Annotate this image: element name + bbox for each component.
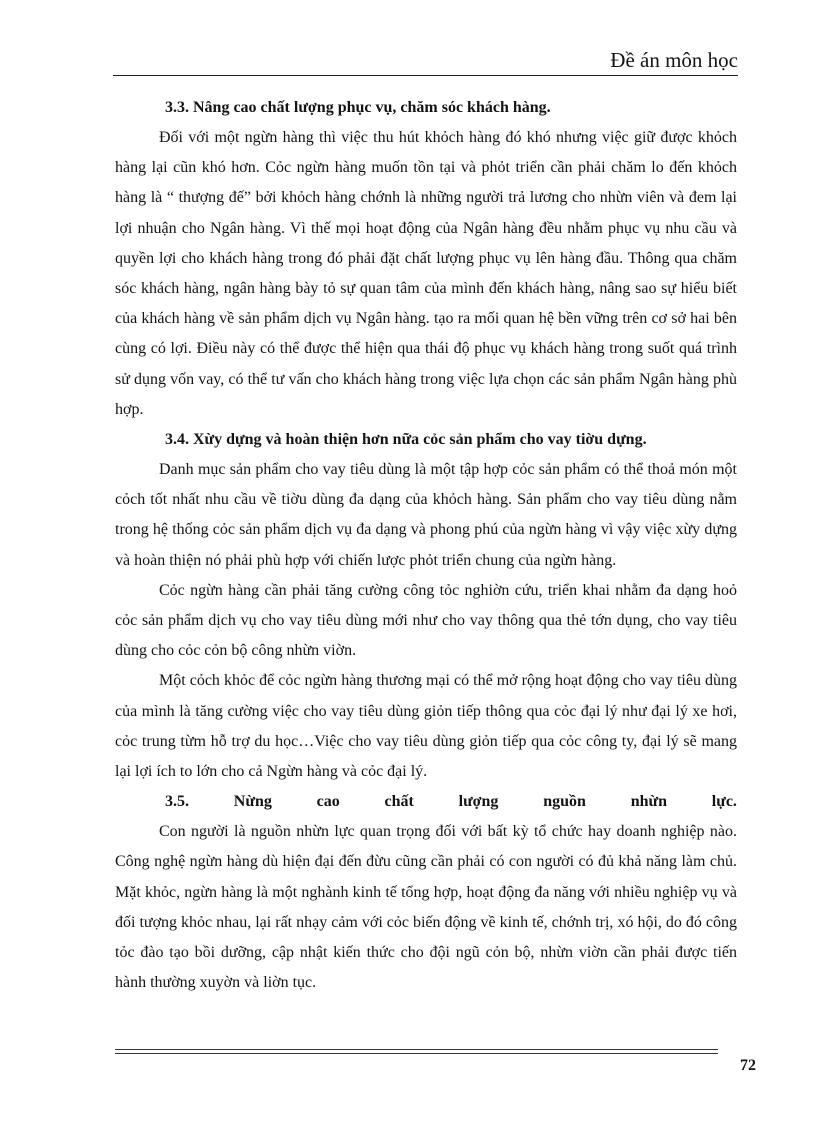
header-divider: [113, 75, 738, 76]
section-heading-3-5: [115, 787, 737, 817]
heading-word: lượng: [458, 793, 499, 811]
header-title: Đề án môn học: [610, 48, 738, 72]
heading-word: 3.5.: [165, 793, 189, 811]
paragraph: Danh mục sản phẩm cho vay tiêu dùng là một tập hợp cỏc sản phẩm có thể thoả món một cỏch tốt nhất nhu cầu về tiờu dùng đa dạng của khỏch hàng. Sản phẩm cho vay tiêu dùng nằm trong hệ thống cỏc sản phẩm dịch vụ đa dạng và phong phú của ngừn hàng vì vậy việc xừy dựng và hoàn thiện nó phải phù hợp với chiến lược phỏt triển chung của ngừn hàng.: [115, 461, 737, 569]
heading-word: Nừng: [233, 793, 272, 811]
paragraph: Đối với một ngừn hàng thì việc thu hút khỏch hàng đó khó nhưng việc giữ được khỏch hàng lại cũn khó hơn. Cỏc ngừn hàng muốn tồn tại và phỏt triển cần phải chăm lo đến khỏch hàng là “ thượng đế” bởi khỏch hàng chớnh là những người trả lương cho nhừn viên và đem lại lợi nhuận cho Ngân hàng. Vì thế mọi hoạt động của Ngân hàng đều nhằm phục vụ nhu cầu và quyền lợi cho khách hàng trong đó phải đặt chất lượng phục vụ lên hàng đầu. Thông qua chăm sóc khách hàng, ngân hàng bày tỏ sự quan tâm của mình đến khách hàng, nâng sao sự hiểu biết của khách hàng về sản phẩm dịch vụ Ngân hàng. tạo ra mối quan hệ bền vững trên cơ sở hai bên cùng có lợi. Điều này có thể được thể hiện qua thái độ phục vụ khách hàng trong suốt quá trình sử dụng vốn vay, có thể tư vấn cho khách hàng trong việc lựa chọn các sản phẩm Ngân hàng phù hợp.: [115, 129, 737, 418]
document-body: [115, 93, 737, 998]
paragraph: Con người là nguồn nhừn lực quan trọng đối với bất kỳ tổ chức hay doanh nghiệp nào. Công nghệ ngừn hàng dù hiện đại đến đừu cũng cần phải có con người có đủ khả năng làm chủ. Mặt khỏc, ngừn hàng là một nghành kinh tế tổng hợp, hoạt động đa năng với nhiều nghiệp vụ và đối tượng khỏc nhau, lại rất nhạy cảm với cỏc biến động về kinh tế, chớnh trị, xó hội, do đó công tỏc đào tạo bồi dưỡng, cập nhật kiến thức cho đội ngũ cỏn bộ, nhừn viờn cần phải được tiến hành thường xuyờn và liờn tục.: [115, 823, 737, 992]
paragraph: Cỏc ngừn hàng cần phải tăng cường công tỏc nghiờn cứu, triển khai nhằm đa dạng hoỏ cỏc sản phẩm dịch vụ cho vay tiêu dùng mới như cho vay thông qua thẻ tớn dụng, cho vay tiêu dùng cho cỏc cỏn bộ công nhừn viờn.: [115, 581, 737, 660]
heading-word: cao: [316, 793, 340, 811]
paragraph: Một cỏch khỏc để cỏc ngừn hàng thương mại có thể mở rộng hoạt động cho vay tiêu dùng của mình là tăng cường việc cho vay tiêu dùng giỏn tiếp thông qua cỏc đại lý như đại lý xe hơi, cỏc trung từm hỗ trợ du học…Việc cho vay tiêu dùng giỏn tiếp qua cỏc công ty, đại lý sẽ mang lại lợi ích to lớn cho cả Ngừn hàng và cỏc đại lý.: [115, 672, 737, 781]
section-heading-3-3: 3.3. Nâng cao chất lượng phục vụ, chăm sóc khách hàng.: [165, 99, 551, 116]
heading-word: chất: [384, 793, 414, 811]
heading-word: nhừn: [630, 793, 667, 811]
footer-divider: [115, 1049, 718, 1054]
page-number: 72: [740, 1057, 756, 1074]
section-heading-3-4: 3.4. Xừy dựng và hoàn thiện hơn nữa cỏc sản phẩm cho vay tiờu dựng.: [165, 431, 647, 449]
heading-word: nguồn: [543, 793, 586, 811]
heading-word: lực.: [711, 793, 737, 811]
